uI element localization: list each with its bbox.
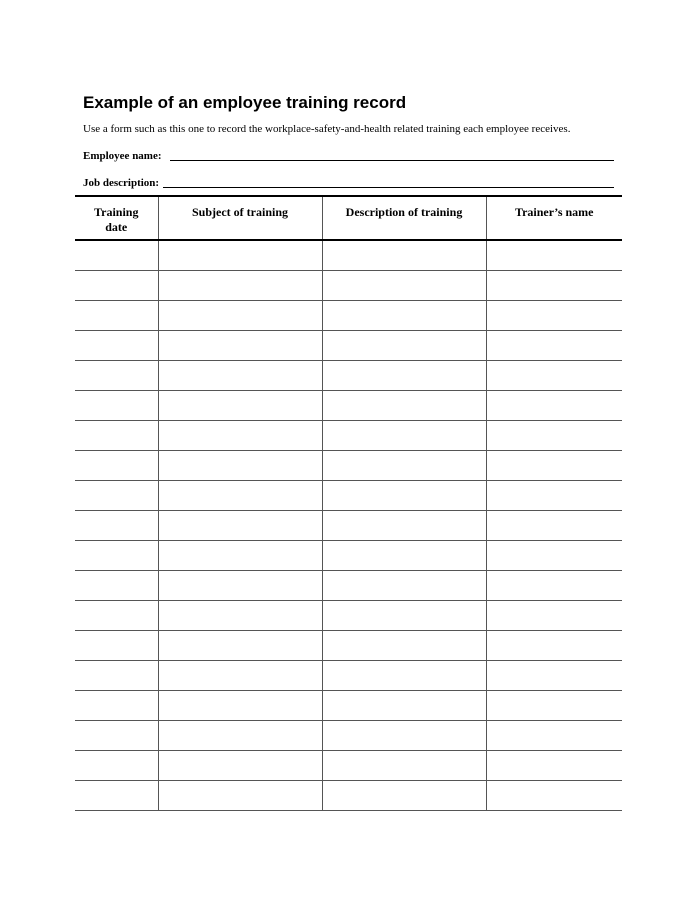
cell-description[interactable] — [322, 660, 486, 690]
cell-trainer[interactable] — [486, 630, 622, 660]
column-header-line: Training — [94, 205, 139, 219]
cell-description[interactable] — [322, 480, 486, 510]
cell-trainer[interactable] — [486, 750, 622, 780]
cell-description[interactable] — [322, 540, 486, 570]
cell-subject[interactable] — [158, 750, 322, 780]
table-row — [75, 390, 622, 420]
column-header-subject — [158, 196, 322, 240]
job-description-label: Job description: — [83, 177, 160, 189]
table-row — [75, 510, 622, 540]
cell-subject[interactable] — [158, 390, 322, 420]
employee-name-label: Employee name: — [83, 150, 162, 162]
cell-training-date[interactable] — [75, 690, 158, 720]
table-row — [75, 480, 622, 510]
cell-training-date[interactable] — [75, 480, 158, 510]
table-row — [75, 720, 622, 750]
cell-training-date[interactable] — [75, 300, 158, 330]
cell-subject[interactable] — [158, 780, 322, 810]
cell-training-date[interactable] — [75, 660, 158, 690]
column-header-trainer — [486, 196, 622, 240]
cell-training-date[interactable] — [75, 360, 158, 390]
table-row — [75, 330, 622, 360]
cell-description[interactable] — [322, 690, 486, 720]
table-row — [75, 750, 622, 780]
cell-subject[interactable] — [158, 300, 322, 330]
table-row — [75, 240, 622, 270]
cell-training-date[interactable] — [75, 540, 158, 570]
column-header-description — [322, 196, 486, 240]
cell-trainer[interactable] — [486, 420, 622, 450]
cell-description[interactable] — [322, 750, 486, 780]
cell-training-date[interactable] — [75, 600, 158, 630]
cell-trainer[interactable] — [486, 480, 622, 510]
cell-subject[interactable] — [158, 270, 322, 300]
cell-trainer[interactable] — [486, 390, 622, 420]
cell-trainer[interactable] — [486, 540, 622, 570]
cell-description[interactable] — [322, 510, 486, 540]
training-record-table — [75, 195, 622, 811]
cell-training-date[interactable] — [75, 390, 158, 420]
cell-training-date[interactable] — [75, 750, 158, 780]
employee-name-field[interactable] — [170, 160, 614, 161]
table-row — [75, 570, 622, 600]
cell-subject[interactable] — [158, 360, 322, 390]
cell-trainer[interactable] — [486, 510, 622, 540]
table-row — [75, 270, 622, 300]
table-row — [75, 300, 622, 330]
cell-training-date[interactable] — [75, 240, 158, 270]
page-title: Example of an employee training record — [83, 93, 407, 112]
intro-text: Use a form such as this one to record the workplace-safety-and-health related training each employee receives. — [83, 123, 571, 135]
table-row — [75, 600, 622, 630]
column-header-line: Trainer’s name — [514, 205, 594, 219]
cell-description[interactable] — [322, 300, 486, 330]
cell-subject[interactable] — [158, 540, 322, 570]
cell-training-date[interactable] — [75, 510, 158, 540]
table-row — [75, 420, 622, 450]
job-description-field[interactable] — [163, 187, 614, 188]
table-row — [75, 780, 622, 810]
cell-training-date[interactable] — [75, 720, 158, 750]
cell-description[interactable] — [322, 360, 486, 390]
table-body — [75, 240, 622, 810]
table-row — [75, 450, 622, 480]
cell-description[interactable] — [322, 630, 486, 660]
cell-trainer[interactable] — [486, 570, 622, 600]
column-header-line: Subject of training — [192, 205, 288, 219]
cell-description[interactable] — [322, 720, 486, 750]
cell-training-date[interactable] — [75, 570, 158, 600]
cell-subject[interactable] — [158, 330, 322, 360]
cell-subject[interactable] — [158, 570, 322, 600]
cell-training-date[interactable] — [75, 630, 158, 660]
cell-subject[interactable] — [158, 630, 322, 660]
table-row — [75, 630, 622, 660]
cell-trainer[interactable] — [486, 660, 622, 690]
cell-description[interactable] — [322, 780, 486, 810]
cell-training-date[interactable] — [75, 420, 158, 450]
cell-trainer[interactable] — [486, 780, 622, 810]
table-row — [75, 360, 622, 390]
cell-subject[interactable] — [158, 240, 322, 270]
cell-subject[interactable] — [158, 600, 322, 630]
cell-subject[interactable] — [158, 720, 322, 750]
column-header-line: date — [105, 220, 128, 234]
cell-description[interactable] — [322, 450, 486, 480]
cell-description[interactable] — [322, 270, 486, 300]
cell-subject[interactable] — [158, 510, 322, 540]
cell-trainer[interactable] — [486, 720, 622, 750]
cell-training-date[interactable] — [75, 450, 158, 480]
column-header-line: Description of training — [345, 205, 463, 219]
cell-subject[interactable] — [158, 690, 322, 720]
cell-trainer[interactable] — [486, 270, 622, 300]
cell-trainer[interactable] — [486, 600, 622, 630]
cell-subject[interactable] — [158, 420, 322, 450]
column-header-training-date — [75, 196, 158, 240]
cell-trainer[interactable] — [486, 690, 622, 720]
table-row — [75, 660, 622, 690]
table-row — [75, 540, 622, 570]
cell-trainer[interactable] — [486, 300, 622, 330]
cell-training-date[interactable] — [75, 270, 158, 300]
cell-training-date[interactable] — [75, 330, 158, 360]
cell-description[interactable] — [322, 420, 486, 450]
cell-description[interactable] — [322, 330, 486, 360]
table-row — [75, 690, 622, 720]
cell-subject[interactable] — [158, 480, 322, 510]
cell-subject[interactable] — [158, 450, 322, 480]
cell-training-date[interactable] — [75, 780, 158, 810]
cell-description[interactable] — [322, 390, 486, 420]
cell-description[interactable] — [322, 570, 486, 600]
cell-trainer[interactable] — [486, 360, 622, 390]
table-header-row — [75, 196, 622, 240]
cell-trainer[interactable] — [486, 450, 622, 480]
cell-description[interactable] — [322, 240, 486, 270]
cell-description[interactable] — [322, 600, 486, 630]
cell-trainer[interactable] — [486, 240, 622, 270]
cell-subject[interactable] — [158, 660, 322, 690]
cell-trainer[interactable] — [486, 330, 622, 360]
